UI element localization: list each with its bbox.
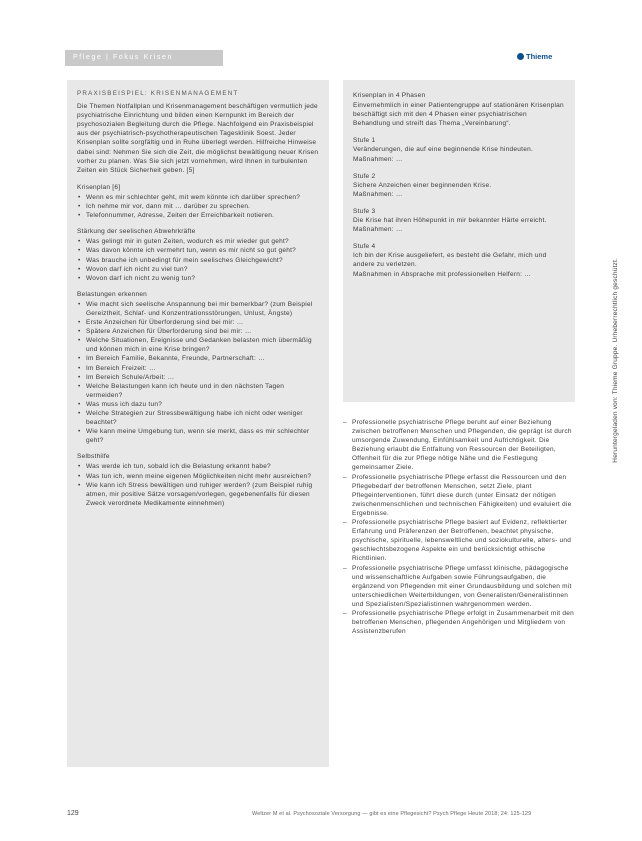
bullet-list (77, 300, 319, 446)
phase-label: Stufe 1 (353, 137, 376, 145)
list-item: • Welche Strategien zur Stressbewältigung habe ich nicht oder weniger beachtet? (77, 409, 319, 427)
list-item: • Telefonnummer, Adresse, Zeiten der Erreichbarkeit notieren. (77, 211, 319, 220)
list-item: • Was muss ich dazu tun? (77, 400, 319, 409)
box-section (77, 290, 319, 446)
bullet-list (77, 462, 319, 507)
box-section (77, 452, 319, 508)
phase-text: Sichere Anzeichen einer beginnenden Krise. (353, 181, 492, 189)
phase-label: Stufe 3 (353, 207, 376, 215)
list-item: • Wovon darf ich nicht zu viel tun? (77, 265, 319, 274)
logo-text: Thieme (526, 52, 553, 61)
box-title: Krisenplan in 4 Phasen (353, 92, 426, 99)
list-item: • Welche Belastungen kann ich heute und in den nächsten Tagen vermeiden? (77, 382, 319, 400)
phase-block (353, 136, 565, 163)
box-intro: Die Themen Notfallplan und Krisenmanagement beschäftigen vermutlich jede psychiatrische Einrichtung und bilden einen Kernpunkt im Bereich der psychosozialen Begleitung durch die Pflege. Nachfolgend ein Praxisbeispiel aus der psychiatrisch-psychotherapeutischen Tagesklinik Soest. Jeder Krisenplan sollte sorgfältig und in Ruhe überlegt werden. Hilfreiche Hinweise dabei sind: Nehmen Sie sich die Zeit, die möglichst bewältigung neuer Krisen vorher zu planen. Was Sie sich jetzt vornehmen, wird Ihnen in turbulenten Zeiten ein Stück Sicherheit geben. [5] (77, 103, 319, 174)
publisher-logo (517, 52, 552, 61)
phase-block (353, 242, 565, 278)
phase-text: Veränderungen, die auf eine beginnende Krise hindeuten. (353, 146, 533, 154)
box-intro: Einvernehmlich in einer Patientengruppe auf stationären Krisenplan beschäftigt sich mit den 4 Phasen einer psychiatrischen Behandlung und streift das Thema „Vereinbarung“. (353, 102, 564, 128)
list-item: • Was davon könnte ich vermehrt tun, wenn es mir nicht so gut geht? (77, 246, 319, 255)
bullet-list (77, 237, 319, 282)
phase-action: Maßnahmen: … (353, 190, 403, 198)
phase-block (353, 207, 565, 234)
list-item: • Spätere Anzeichen für Überforderung sind bei mir: … (77, 327, 319, 336)
phase-action: Maßnahmen in Absprache mit professionellen Helfern: … (353, 270, 531, 278)
section-heading: Belastungen erkennen (77, 290, 148, 298)
logo-mark-icon (517, 53, 524, 60)
list-item: • Wenn es mir schlechter geht, mit wem könnte ich darüber sprechen? (77, 193, 319, 202)
list-item: – Professionelle psychiatrische Pflege basiert auf Evidenz, reflektierter Erfahrung und Präferenzen der Betroffenen, beachtet physische, psychische, spirituelle, lebensweltliche und soziokulturelle, alters- und geschlechtsbezogene Aspekte ein und berücksichtigt ethische Richtlinien. (343, 518, 575, 563)
list-item: – Professionelle psychiatrische Pflege erfasst die Ressourcen und den Pflegebedarf der betroffenen Menschen, setzt Ziele, plant Pflegeinterventionen, führt diese durch (unter Einsatz der nötigen zwischenmenschlichen und technischen Fähigkeiten) und evaluiert die Ergebnisse. (343, 473, 575, 518)
practice-example-box (67, 80, 329, 767)
section-heading: Stärkung der seelischen Abwehrkräfte (77, 228, 196, 236)
nursing-principles-list (343, 418, 575, 636)
page-number: 129 (67, 810, 79, 817)
list-item: • Im Bereich Familie, Bekannte, Freunde, Partnerschaft: … (77, 354, 319, 363)
list-item: • Im Bereich Schule/Arbeit: … (77, 373, 319, 382)
box-title: PRAXISBEISPIEL: KRISENMANAGEMENT (77, 90, 239, 97)
section-heading: Selbsthilfe (77, 453, 110, 461)
list-item: – Professionelle psychiatrische Pflege erfolgt in Zusammenarbeit mit den betroffenen Menschen, pflegenden Angehörigen und Mitgliedern von Assistenzberufen (343, 609, 575, 636)
list-item: • Wie kann meine Umgebung tun, wenn sie merkt, dass es mir schlechter geht? (77, 427, 319, 445)
section-ribbon: Pflege | Fokus Krisen (65, 50, 223, 66)
bullet-list (77, 193, 319, 220)
citation: Weltzer M et al. Psychosoziale Versorgung — gibt es eine Pflegesicht? Psych Pflege Heute 2018; 24: 125-129 (252, 811, 532, 817)
list-item: – Professionelle psychiatrische Pflege umfasst klinische, pädagogische und wissenschaftliche Aufgaben sowie Führungsaufgaben, die ergänzend von Pflegenden mit einer Grundausbildung und solchen mit unterschiedlichen Weiterbildungen, von Generalisten/Generalistinnen und Spezialisten/Spezialistinnen wahrgenommen werden. (343, 564, 575, 609)
crisis-plan-box (343, 80, 575, 402)
phase-label: Stufe 4 (353, 243, 376, 251)
phase-block (353, 172, 565, 199)
list-item: • Im Bereich Freizeit: … (77, 364, 319, 373)
list-item: • Wovon darf ich nicht zu wenig tun? (77, 274, 319, 283)
phase-action: Maßnahmen: … (353, 226, 403, 234)
list-item: • Was brauche ich unbedingt für mein seelisches Gleichgewicht? (77, 256, 319, 265)
phase-text: Ich bin der Krise ausgeliefert, es besteht die Gefahr, mich und andere zu verletzen. (353, 252, 547, 269)
box-section (77, 227, 319, 283)
list-item: • Erste Anzeichen für Überforderung sind bei mir: … (77, 318, 319, 327)
phase-action: Maßnahmen: … (353, 155, 403, 163)
list-item: • Wie macht sich seelische Anspannung bei mir bemerkbar? (zum Beispiel Gereiztheit, Schlaf- und Konzentrationsstörungen, Unlust, Ängste) (77, 300, 319, 318)
list-item: • Was tun ich, wenn meine eigenen Möglichkeiten nicht mehr ausreichen? (77, 472, 319, 481)
list-item: • Was werde ich tun, sobald ich die Belastung erkannt habe? (77, 462, 319, 471)
list-item: • Was gelingt mir in guten Zeiten, wodurch es mir wieder gut geht? (77, 237, 319, 246)
list-item: • Ich nehme mir vor, dann mit … darüber zu sprechen. (77, 202, 319, 211)
download-notice: Heruntergeladen von: Thieme Gruppe. Urheberrechtlich geschützt. (612, 258, 619, 463)
list-item: – Professionelle psychiatrische Pflege beruht auf einer Beziehung zwischen betroffenen Menschen und Pflegenden, die geprägt ist durch umsorgende Zuwendung, Einfühlsamkeit und Aufrichtigkeit. Die Beziehung erlaubt die Entfaltung von Ressourcen der Beteiligten, Offenheit für die zur Pflege nötige Nähe und die Festlegung gemeinsamer Ziele. (343, 418, 575, 473)
box-sections (77, 183, 319, 508)
phase-text: Die Krise hat ihren Höhepunkt in mir bekannter Härte erreicht. (353, 217, 547, 225)
phase-label: Stufe 2 (353, 172, 376, 180)
section-heading: Krisenplan [6] (77, 183, 121, 191)
box-section (77, 183, 319, 220)
list-item: • Wie kann ich Stress bewältigen und ruhiger werden? (zum Beispiel ruhig atmen, mir positive Sätze vorsagen/vorlegen, gegebenenfalls für diesen Zweck verordnete Medikamente einnehmen) (77, 481, 319, 508)
list-item: • Welche Situationen, Ereignisse und Gedanken belasten mich übermäßig und können mich in eine Krise bringen? (77, 336, 319, 354)
phase-list (353, 136, 565, 278)
